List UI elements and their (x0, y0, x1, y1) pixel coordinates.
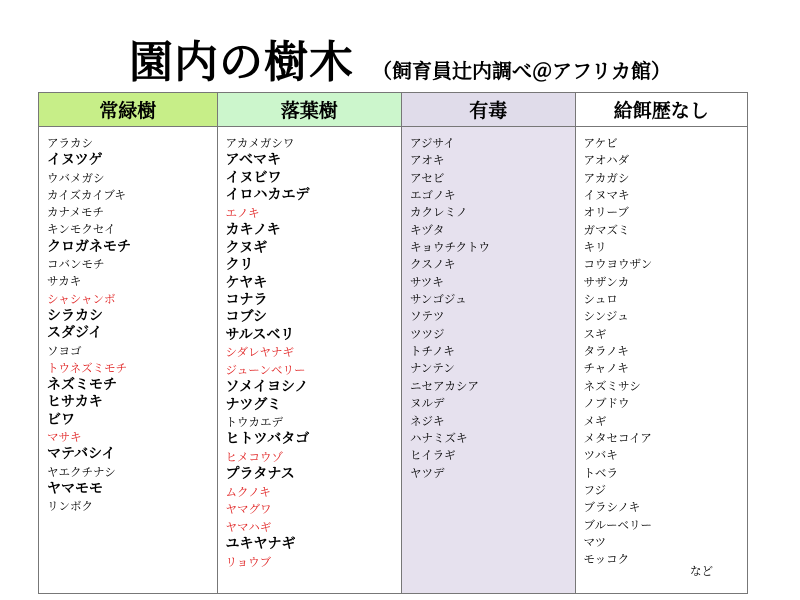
tree-name: コナラ (225, 291, 268, 308)
tree-name: シダレヤナギ (225, 345, 295, 360)
column-header-toxic: 有毒 (402, 93, 575, 127)
tree-name: カイズカイブキ (47, 187, 126, 202)
tree-name: ヤマモモ (47, 480, 103, 497)
tree-name: コウヨウザン (583, 257, 653, 272)
tree-name: サカキ (47, 274, 82, 289)
column-header-evergreen: 常緑樹 (39, 93, 217, 127)
tree-name: アセビ (409, 170, 445, 185)
tree-name: クロガネモチ (47, 238, 131, 255)
tree-name: ヒトツバタゴ (225, 431, 310, 448)
tree-name: ヤエクチナシ (47, 464, 116, 479)
tree-name: ケヤキ (225, 274, 268, 291)
column-deciduous (217, 93, 401, 593)
tree-name: トウネズミモチ (47, 360, 128, 375)
tree-name: コブシ (225, 309, 267, 326)
tree-name: ツバキ (583, 448, 618, 463)
column-evergreen (39, 93, 217, 593)
tree-name: シラカシ (47, 307, 103, 324)
tree-name: イロハカエデ (225, 187, 310, 204)
tree-name: イヌマキ (583, 188, 630, 203)
tree-name: シャシャンボ (47, 291, 116, 306)
tree-name: サツキ (409, 274, 444, 289)
tree-name: ウバメガシ (47, 170, 105, 185)
tree-name: ジューンベリー (225, 362, 306, 377)
tree-name: ネズミサシ (583, 378, 641, 393)
tree-name: アラカシ (47, 136, 93, 150)
tree-name: クヌギ (225, 239, 268, 256)
tree-name: アケビ (583, 136, 618, 150)
tree-name: カキノキ (225, 222, 281, 239)
tree-name: アジサイ (409, 136, 455, 150)
column-toxic (401, 93, 575, 593)
tree-name: マテバシイ (47, 446, 116, 463)
tree-name: トウカエデ (225, 415, 283, 429)
tree-name: ソメイヨシノ (225, 379, 309, 396)
tree-name: ブルーベリー (583, 517, 653, 532)
tree-name: プラタナス (225, 466, 295, 483)
tree-name: アカガシ (583, 170, 630, 185)
tree-name: エノキ (225, 205, 260, 220)
tree-name: ヤツデ (409, 465, 445, 480)
tree-name: ネジキ (409, 413, 445, 428)
tree-name: サザンカ (583, 274, 630, 289)
tree-name: ノブドウ (583, 396, 630, 411)
tree-name: ヒメコウゾ (225, 449, 283, 464)
column-list-toxic (402, 127, 575, 593)
tree-name: キョウチクトウ (409, 240, 491, 255)
tree-name: キンモクセイ (47, 222, 116, 237)
tree-name: リンボク (47, 499, 93, 514)
column-header-no-feeding-history: 給餌歴なし (576, 93, 748, 127)
tree-name: ナツグミ (225, 396, 282, 413)
tree-name: ニセアカシア (409, 378, 479, 393)
column-no-feeding-history (575, 93, 748, 593)
tree-name: サルスベリ (225, 326, 295, 343)
tree-name: カクレミノ (409, 205, 468, 220)
tree-name: メギ (583, 413, 607, 428)
tree-name: ヤマハギ (225, 519, 272, 534)
tree-name: カナメモチ (47, 205, 105, 220)
tree-name: ネズミモチ (47, 377, 117, 394)
tree-name: ツツジ (409, 326, 445, 341)
tree-name: アオハダ (583, 153, 630, 168)
tree-name: リョウブ (225, 554, 272, 569)
tree-name: クスノキ (409, 257, 456, 272)
tree-name: チャノキ (583, 361, 629, 376)
tree-name: ブラシノキ (583, 500, 641, 515)
tree-table (38, 92, 748, 594)
tree-name: ムクノキ (225, 484, 271, 499)
tree-name: タラノキ (583, 344, 629, 359)
tree-name: オリーブ (583, 205, 629, 220)
tree-name: ソヨゴ (47, 343, 82, 358)
tree-name: アカメガシワ (225, 136, 295, 150)
tree-name: ソテツ (409, 309, 445, 324)
column-list-evergreen (39, 127, 217, 593)
tree-name: ヒサカキ (47, 394, 103, 411)
tree-name: ヌルデ (409, 396, 445, 411)
tree-name: ユキヤナギ (225, 536, 296, 553)
column-list-deciduous (218, 127, 401, 593)
tree-name: キリ (583, 240, 607, 255)
page-subtitle: （飼育員辻内調べ＠アフリカ館） (372, 59, 671, 83)
tree-name: コバンモチ (47, 257, 105, 272)
tree-name: フジ (583, 482, 607, 497)
tree-name: シュロ (583, 292, 618, 307)
tree-name: ナンテン (409, 361, 455, 376)
tree-name: マサキ (47, 430, 82, 445)
column-header-deciduous: 落葉樹 (218, 93, 401, 127)
tree-name: エゴノキ (409, 188, 456, 203)
tree-name: クリ (225, 257, 254, 274)
tree-name: アオキ (409, 153, 445, 168)
tree-name: スダジイ (47, 325, 103, 342)
tree-name: スギ (583, 326, 607, 341)
tree-name: イヌビワ (225, 169, 282, 186)
tree-name: シンジュ (583, 309, 629, 324)
tree-name: モッコク (583, 552, 630, 567)
tree-name: ビワ (47, 411, 75, 428)
tree-name: トベラ (583, 465, 618, 480)
column-list-no-feeding-history (576, 127, 748, 593)
tree-name: アベマキ (225, 152, 281, 169)
tree-name: トチノキ (409, 344, 455, 359)
tree-name: サンゴジュ (409, 292, 467, 307)
tree-name: ヒイラギ (409, 448, 456, 463)
tree-name: イヌツゲ (47, 152, 103, 169)
page-title: 園内の樹木 (129, 37, 354, 88)
tree-name: マツ (583, 534, 607, 549)
tree-name: ハナミズキ (409, 430, 468, 445)
tree-name: メタセコイア (583, 430, 652, 445)
title-row (0, 34, 800, 88)
tree-name: ヤマグワ (225, 502, 272, 517)
etc-note: など (690, 564, 714, 578)
tree-name: ガマズミ (583, 222, 630, 237)
tree-name: キヅタ (409, 222, 445, 237)
